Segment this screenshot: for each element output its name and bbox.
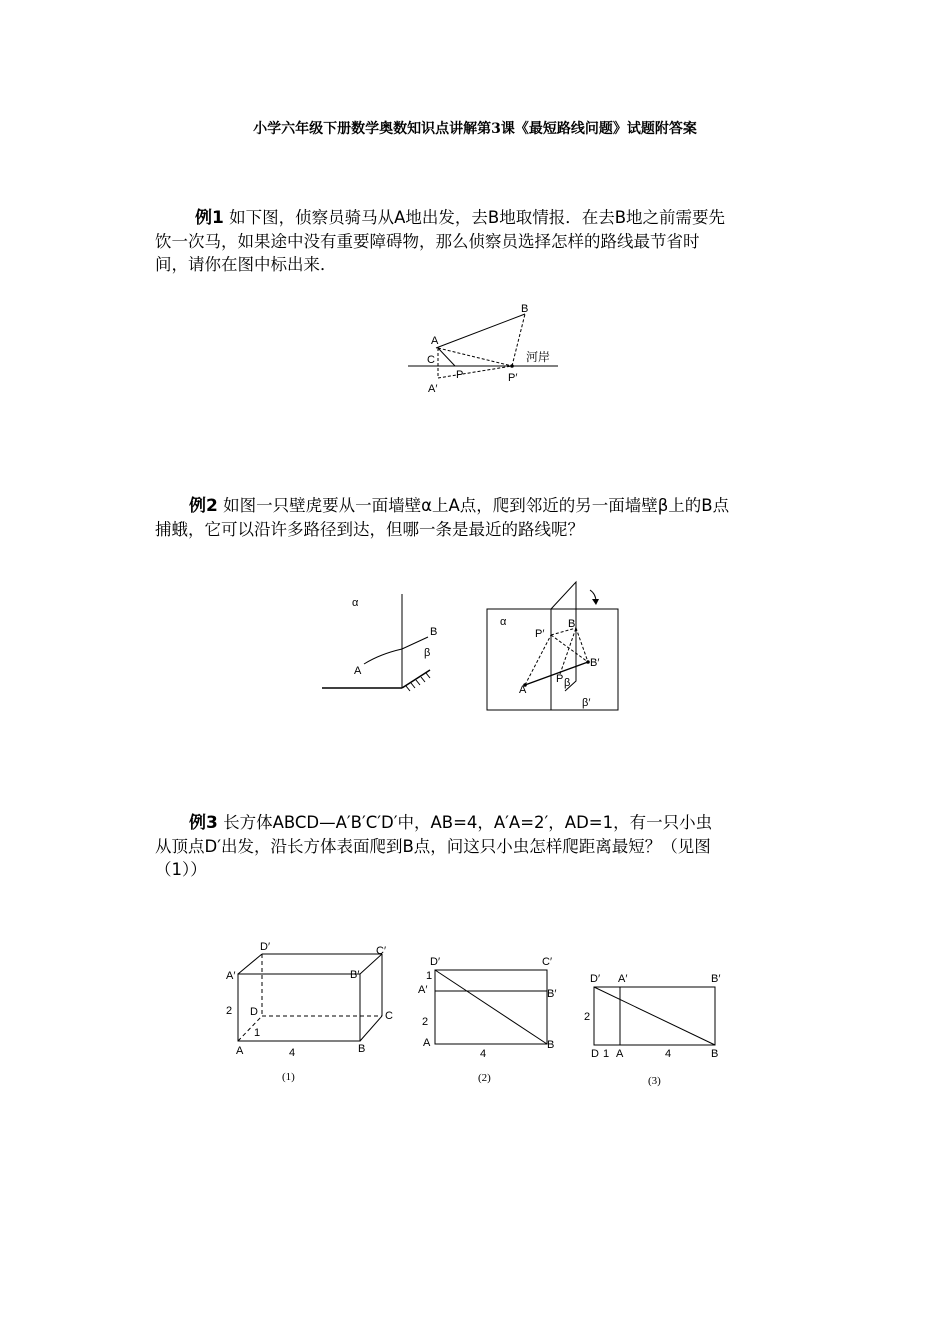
example-3-text: 例3 长方体ABCD—A′B′C′D′中，AB=4，A′A=2′，AD=1，有一只小虫 从顶点D′出发，沿长方体表面爬到B点，问这只小虫怎样爬距离最短？（见图 （1）） (155, 813, 713, 879)
label-b-prime: B′ (547, 988, 557, 1000)
label-b-prime: B′ (350, 969, 360, 981)
document-title: 小学六年级下册数学奥数知识点讲解第3课《最短路线问题》试题附答案 (253, 121, 697, 137)
label-p-prime: P′ (535, 628, 545, 640)
label-a-prime: A′ (618, 973, 628, 985)
wall-beta-base (402, 670, 430, 688)
label-d-prime: D′ (430, 956, 441, 968)
label-p: P (456, 369, 464, 381)
label-beta-prime: β′ (582, 697, 591, 709)
caption-1: (1) (282, 1071, 295, 1083)
label-len-1: 1 (426, 970, 433, 982)
label-b: B (547, 1039, 555, 1051)
segment-a-p (438, 348, 455, 366)
label-alpha: α (352, 597, 359, 609)
label-beta: β (424, 647, 431, 659)
label-len-4: 4 (480, 1048, 487, 1060)
label-a-prime: A′ (226, 970, 236, 982)
example-1-label: 例1 (195, 208, 224, 228)
caption-3: (3) (648, 1075, 661, 1087)
label-len-4: 4 (289, 1047, 296, 1059)
label-len-4: 4 (665, 1048, 672, 1060)
label-c: C (385, 1010, 393, 1022)
segment-a-pprime (438, 348, 512, 366)
caption-2: (2) (478, 1072, 491, 1084)
segment-p-b (436, 314, 525, 348)
point-p-prime (510, 364, 514, 368)
label-d: D (591, 1048, 599, 1060)
segment-pprime-bprime (551, 635, 588, 662)
label-a: A (431, 335, 439, 347)
example-2-text: 例2 如图一只壁虎要从一面墙壁α上A点，爬到邻近的另一面墙壁β上的B点 捕蛾，它可以沿许多路径到达，但哪一条是最近的路线呢？ (155, 496, 730, 539)
label-b: B (521, 303, 529, 315)
label-b: B (430, 626, 438, 638)
label-c-prime: C′ (542, 956, 553, 968)
label-p: P (556, 673, 564, 685)
label-b: B (711, 1048, 719, 1060)
label-b-prime: B′ (590, 657, 600, 669)
label-beta: β (564, 677, 571, 689)
label-p-prime: P′ (508, 372, 518, 384)
path-dprime-b (594, 987, 715, 1045)
label-a-prime: A′ (428, 383, 438, 395)
segment-b-bprime (576, 628, 588, 662)
example-1-text: 例1 如下图，侦察员骑马从A地出发，去B地取情报．在去B地之前需要先 饮一次马，如果途中没有重要障碍物，那么侦察员选择怎样的路线最节省时 间，请你在图中标出来． (155, 208, 726, 274)
label-d-prime: D′ (590, 973, 601, 985)
label-len-2: 2 (422, 1016, 429, 1028)
example-2-label: 例2 (189, 496, 218, 516)
segment-aprime-pprime (438, 366, 512, 378)
label-c: C (427, 354, 435, 366)
label-b: B (568, 618, 576, 630)
example-3-label: 例3 (189, 813, 218, 833)
label-d: D (250, 1006, 258, 1018)
label-a: A (616, 1048, 624, 1060)
label-len-2: 2 (584, 1011, 591, 1023)
path-dprime-b (435, 970, 547, 1044)
label-a: A (519, 684, 527, 696)
label-d-prime: D′ (260, 941, 271, 953)
label-a: A (423, 1037, 431, 1049)
arrow-head (592, 599, 599, 605)
label-c-prime: C′ (376, 945, 387, 957)
hatching (406, 673, 430, 691)
label-alpha: α (500, 616, 507, 628)
figure-unfolded-walls (484, 578, 624, 714)
label-a: A (354, 665, 362, 677)
label-b: B (358, 1043, 366, 1055)
gecko-path (364, 637, 431, 664)
figure-river-diagram (400, 300, 570, 400)
figure-cuboid (222, 940, 402, 1090)
label-len-2: 2 (226, 1005, 233, 1017)
label-b-prime: B′ (711, 973, 721, 985)
label-a-prime: A′ (418, 984, 428, 996)
label-len-1: 1 (254, 1027, 261, 1039)
figure-unfold-2 (414, 950, 574, 1090)
label-a: A (236, 1045, 244, 1057)
segment-pprime-b (512, 314, 525, 366)
label-len-1: 1 (603, 1048, 610, 1060)
figure-wall-corner (320, 592, 450, 692)
figure-unfold-3 (584, 960, 744, 1095)
label-river-bank: 河岸 (526, 350, 551, 364)
